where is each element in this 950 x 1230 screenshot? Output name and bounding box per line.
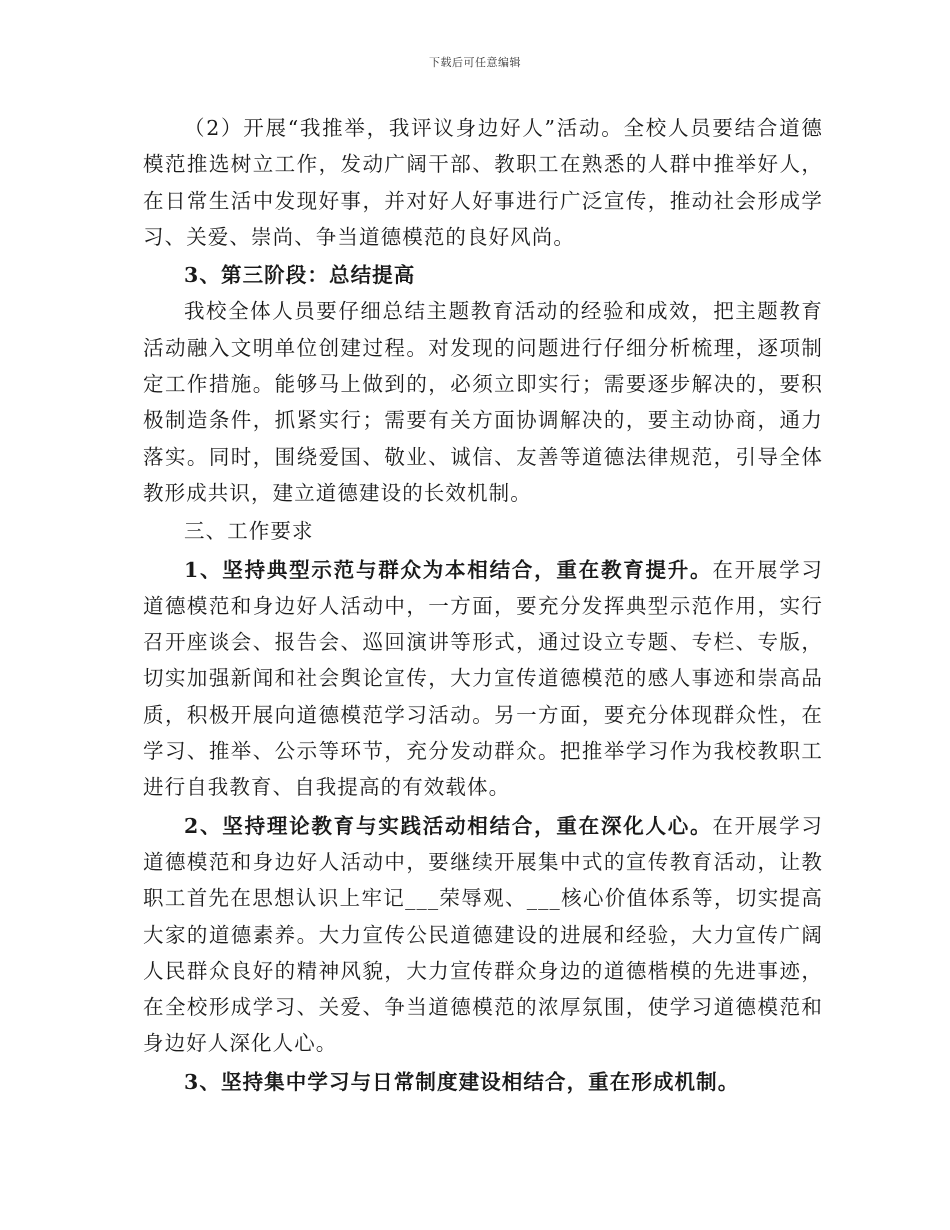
page-header-note: 下载后可任意编辑 [429,56,521,69]
paragraph-requirement-2 [143,808,823,1062]
requirement-1-lead: 1、坚持典型示范与群众为本相结合，重在教育提升。 [184,557,713,582]
requirement-2-text: 在开展学习道德模范和身边好人活动中，要继续开展集中式的宣传教育活动，让教职工首先在思想认识上牢记___荣辱观、___核心价值体系等，切实提高大家的道德素养。大力宣传公民道德建设的进展和经验，大力宣传广阔人民群众良好的精神风貌，大力宣传群众身边的道德楷模的先进事迹，在全校形成学习、关爱、争当道德模范的浓厚氛围，使学习道德模范和身边好人深化人心。 [143,813,824,1056]
heading-stage-3: 3、第三阶段：总结提高 [184,263,416,288]
paragraph-requirement-3 [143,1064,823,1100]
paragraph-stage-3: 我校全体人员要仔细总结主题教育活动的经验和成效，把主题教育活动融入文明单位创建过程。对发现的问题进行仔细分析梳理，逐项制定工作措施。能够马上做到的，必须立即实行；需要逐步解决的，要积极制造条件，抓紧实行；需要有关方面协调解决的，要主动协商，通力落实。同时，围绕爱国、敬业、诚信、友善等道德法律规范，引导全体教形成共识，建立道德建设的长效机制。 [143,299,823,505]
requirement-1-text: 在开展学习道德模范和身边好人活动中，一方面，要充分发挥典型示范作用，实行召开座谈会、报告会、巡回演讲等形式，通过设立专题、专栏、专版，切实加强新闻和社会舆论宣传，大力宣传道德模范的感人事迹和崇高品质，积极开展向道德模范学习活动。另一方面，要充分体现群众性，在学习、推举、公示等环节，充分发动群众。把推举学习作为我校教职工进行自我教育、自我提高的有效载体。 [143,557,824,800]
requirement-3-lead: 3、坚持集中学习与日常制度建设相结合，重在形成机制。 [184,1069,740,1094]
requirement-2-lead: 2、坚持理论教育与实践活动相结合，重在深化人心。 [184,813,713,838]
paragraph-activity: （2）开展“我推举，我评议身边好人”活动。全校人员要结合道德模范推选树立工作，发动广阔干部、教职工在熟悉的人群中推举好人，在日常生活中发现好事，并对好人好事进行广泛宣传，推动社会形成学习、关爱、崇尚、争当道德模范的良好风尚。 [143,116,823,249]
heading-work-requirements: 三、工作要求 [184,519,314,544]
paragraph-requirement-1 [143,552,823,806]
document-body [143,110,823,1100]
